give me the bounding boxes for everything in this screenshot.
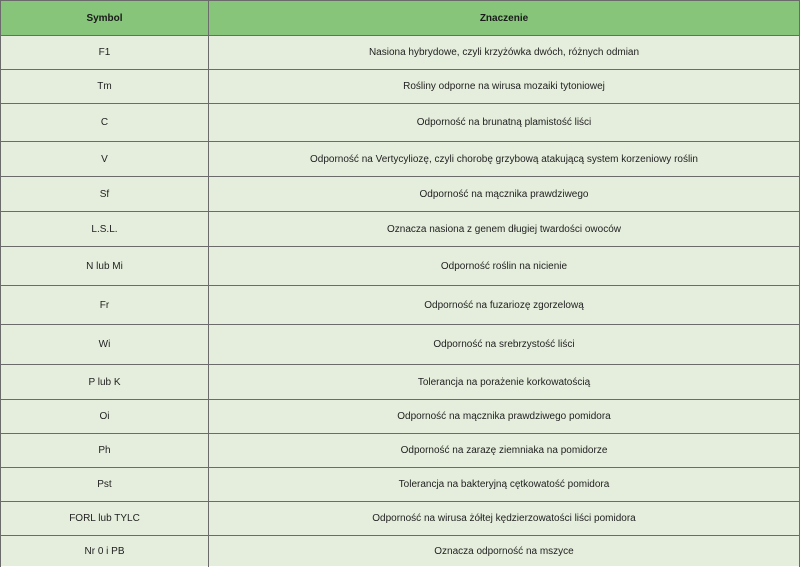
meaning-cell: Odporność na brunatną plamistość liści — [209, 104, 800, 142]
meaning-cell: Odporność na srebrzystość liści — [209, 325, 800, 365]
meaning-cell: Rośliny odporne na wirusa mozaiki tytoniowej — [209, 70, 800, 104]
symbol-cell: Sf — [0, 177, 209, 212]
symbol-cell: Pst — [0, 468, 209, 502]
symbol-cell: N lub Mi — [0, 247, 209, 286]
meaning-cell: Odporność na wirusa żółtej kędzierzowatości liści pomidora — [209, 502, 800, 536]
meaning-cell: Odporność na zarazę ziemniaka na pomidorze — [209, 434, 800, 468]
symbol-cell: Oi — [0, 400, 209, 434]
meaning-cell: Odporność roślin na nicienie — [209, 247, 800, 286]
meaning-cell: Oznacza odporność na mszyce — [209, 536, 800, 567]
meaning-cell: Odporność na mącznika prawdziwego pomidora — [209, 400, 800, 434]
meaning-cell: Odporność na mącznika prawdziwego — [209, 177, 800, 212]
meaning-cell: Oznacza nasiona z genem długiej twardości owoców — [209, 212, 800, 247]
symbol-cell: F1 — [0, 36, 209, 70]
column-header-meaning: Znaczenie — [209, 1, 800, 36]
meaning-cell: Odporność na Vertycyliozę, czyli chorobę grzybową atakującą system korzeniowy roślin — [209, 142, 800, 177]
column-header-symbol: Symbol — [0, 1, 209, 36]
symbol-cell: C — [0, 104, 209, 142]
meaning-cell: Tolerancja na porażenie korkowatością — [209, 365, 800, 400]
symbol-cell: Ph — [0, 434, 209, 468]
symbol-cell: Tm — [0, 70, 209, 104]
meaning-cell: Tolerancja na bakteryjną cętkowatość pomidora — [209, 468, 800, 502]
meaning-cell: Nasiona hybrydowe, czyli krzyżówka dwóch, różnych odmian — [209, 36, 800, 70]
meaning-cell: Odporność na fuzariozę zgorzelową — [209, 286, 800, 325]
symbol-cell: Fr — [0, 286, 209, 325]
symbol-cell: Nr 0 i PB — [0, 536, 209, 567]
symbol-cell: FORL lub TYLC — [0, 502, 209, 536]
symbol-cell: V — [0, 142, 209, 177]
symbol-cell: Wi — [0, 325, 209, 365]
symbol-cell: P lub K — [0, 365, 209, 400]
symbol-cell: L.S.L. — [0, 212, 209, 247]
